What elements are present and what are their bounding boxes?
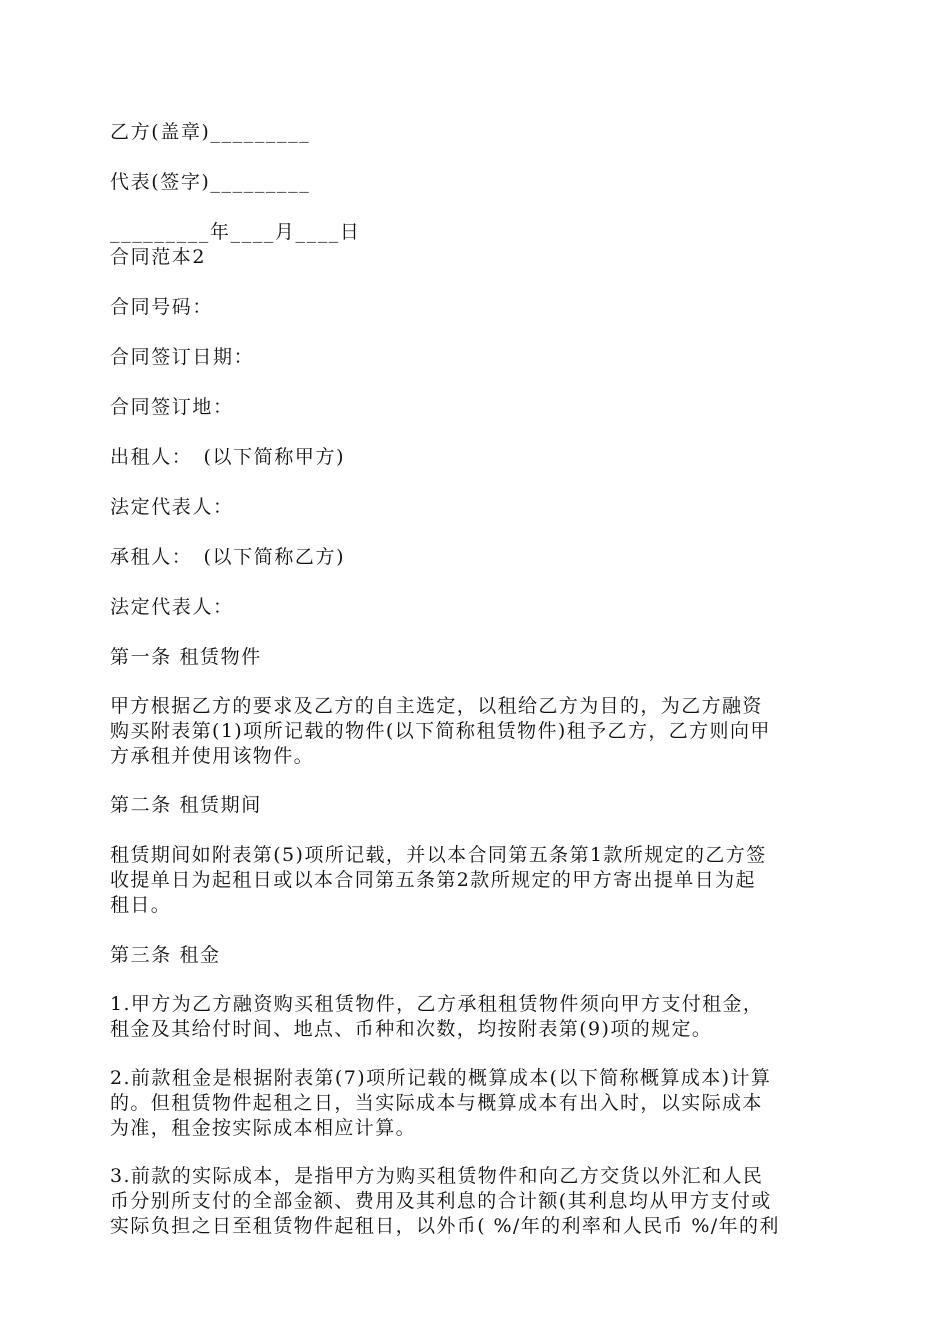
paragraph-line: 收提单日为起租日或以本合同第五条第2款所规定的甲方寄出提单日为起 [110, 869, 756, 891]
representative-sign-line: 代表(签字)_________ [110, 171, 311, 193]
article-1-paragraph [110, 694, 845, 769]
paragraph-line: 为准，租金按实际成本相应计算。 [110, 1117, 417, 1139]
paragraph-line: 币分别所支付的全部金额、费用及其利息的合计额(其利息均从甲方支付或 [110, 1190, 772, 1212]
paragraph-line: 租金及其给付时间、地点、币种和次数，均按附表第(9)项的规定。 [110, 1018, 713, 1040]
lessee-line: 承租人： (以下简称乙方) [110, 546, 346, 568]
sign-place-label: 合同签订地： [110, 396, 234, 418]
paragraph-line: 3.前款的实际成本，是指甲方为购买租赁物件和向乙方交货以外汇和人民 [110, 1165, 764, 1187]
paragraph-line: 购买附表第(1)项所记载的物件(以下简称租赁物件)租予乙方，乙方则向甲 [110, 720, 771, 742]
article-3-clause-2 [110, 1066, 845, 1141]
contract-number-label: 合同号码： [110, 296, 214, 318]
paragraph-line: 租赁期间如附表第(5)项所记载，并以本合同第五条第1款所规定的乙方签 [110, 844, 767, 866]
contract-page [110, 0, 845, 1344]
paragraph-line: 1.甲方为乙方融资购买租赁物件，乙方承租租赁物件须向甲方支付租金， [110, 993, 764, 1015]
party-b-seal-line: 乙方(盖章)_________ [110, 121, 311, 143]
article-1-heading: 第一条 租赁物件 [110, 646, 262, 668]
article-2-paragraph [110, 843, 845, 918]
article-3-clause-3 [110, 1164, 845, 1239]
paragraph-line: 租日。 [110, 894, 172, 916]
article-3-heading: 第三条 租金 [110, 944, 221, 966]
lessor-line: 出租人： (以下简称甲方) [110, 446, 346, 468]
article-3-clause-1 [110, 992, 845, 1042]
paragraph-line: 的。但租赁物件起租之日，当实际成本与概算成本有出入时，以实际成本 [110, 1092, 763, 1114]
date-line: _________年____月____日 [110, 221, 361, 243]
paragraph-line: 方承租并使用该物件。 [110, 745, 315, 767]
paragraph-line: 2.前款租金是根据附表第(7)项所记载的概算成本(以下简称概算成本)计算 [110, 1067, 772, 1089]
lessor-representative-line: 法定代表人： [110, 496, 234, 518]
article-2-heading: 第二条 租赁期间 [110, 794, 262, 816]
sign-date-label: 合同签订日期： [110, 346, 255, 368]
contract-title: 合同范本2 [110, 246, 207, 268]
lessee-representative-line: 法定代表人： [110, 596, 234, 618]
paragraph-line: 实际负担之日至租赁物件起租日，以外币( %/年的利率和人民币 %/年的利 [110, 1215, 780, 1237]
paragraph-line: 甲方根据乙方的要求及乙方的自主选定，以租给乙方为目的，为乙方融资 [110, 695, 763, 717]
